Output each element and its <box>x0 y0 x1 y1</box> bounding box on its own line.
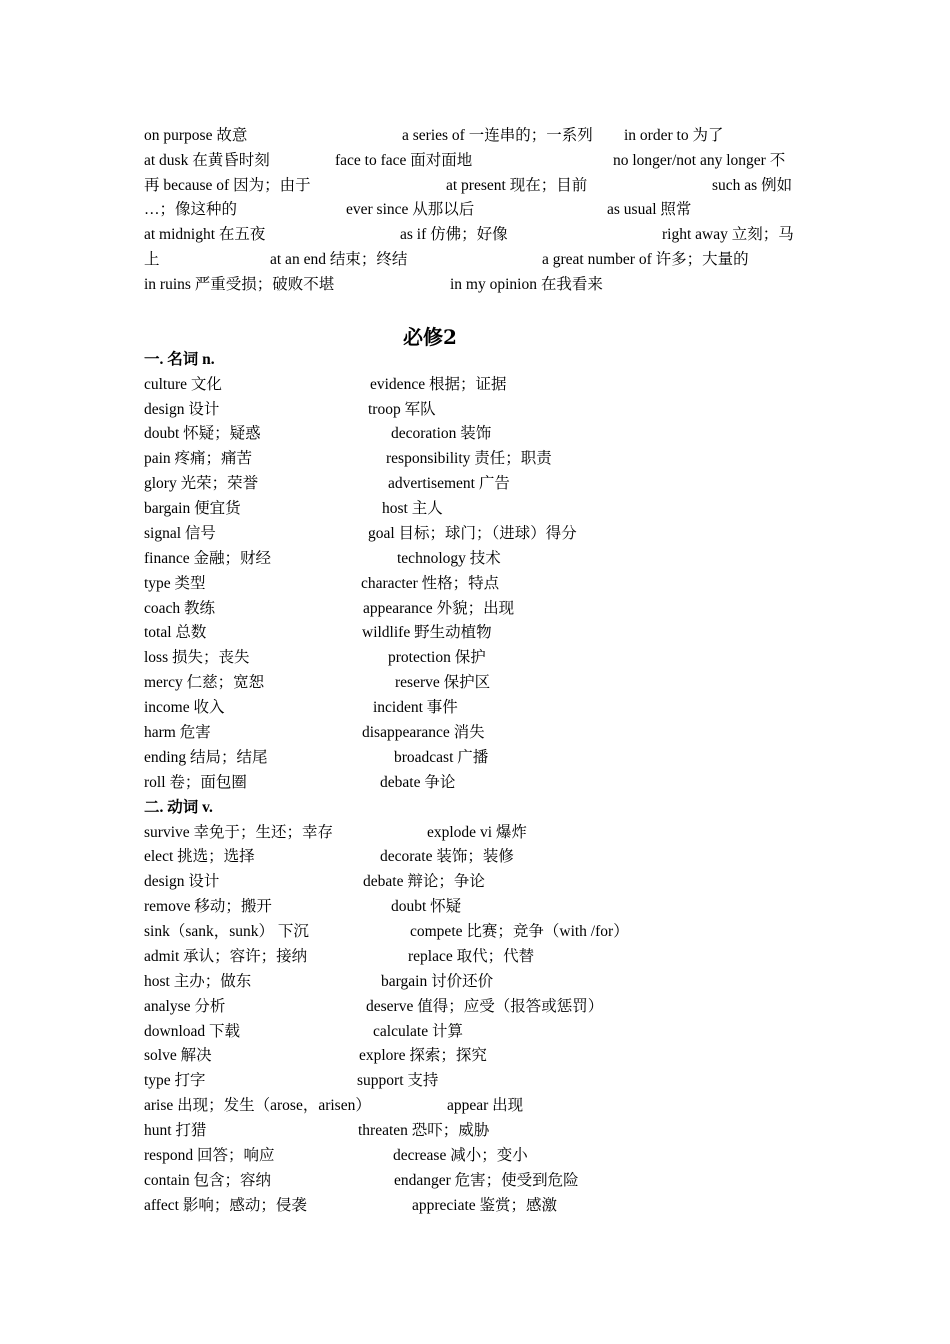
verb-entry: sink（sank，sunk） 下沉 <box>144 923 309 940</box>
phrase-entry: at dusk 在黄昏时刻 <box>144 152 270 169</box>
noun-entry: disappearance 消失 <box>362 724 485 741</box>
verb-entry: respond 回答；响应 <box>144 1147 275 1164</box>
verb-entry: compete 比赛；竞争（with /for） <box>410 923 629 940</box>
verb-entry: appear 出现 <box>447 1097 524 1114</box>
section-title: 必修2 <box>403 325 457 349</box>
verb-entry: host 主办；做东 <box>144 973 252 990</box>
verb-entry: decrease 减小；变小 <box>393 1147 528 1164</box>
verb-entry: decorate 装饰；装修 <box>380 848 514 865</box>
phrase-entry: at an end 结束；终结 <box>270 251 408 268</box>
noun-entry: technology 技术 <box>397 550 501 567</box>
noun-entry: appearance 外貌；出现 <box>363 600 515 617</box>
verb-entry: type 打字 <box>144 1072 206 1089</box>
noun-entry: broadcast 广播 <box>394 749 489 766</box>
verb-entry: explore 探索；探究 <box>359 1047 487 1064</box>
verb-entry: threaten 恐吓；威胁 <box>358 1122 490 1139</box>
phrase-entry: on purpose 故意 <box>144 127 248 144</box>
verb-entry: download 下载 <box>144 1023 241 1040</box>
noun-entry: pain 疼痛；痛苦 <box>144 450 253 467</box>
noun-entry: troop 军队 <box>368 401 436 418</box>
noun-entry: doubt 怀疑；疑惑 <box>144 425 261 442</box>
noun-entry: evidence 根据；证据 <box>370 376 507 393</box>
verb-entry: elect 挑选；选择 <box>144 848 255 865</box>
verb-entry: doubt 怀疑 <box>391 898 462 915</box>
noun-entry: goal 目标；球门；（进球）得分 <box>368 525 577 542</box>
noun-entry: reserve 保护区 <box>395 674 491 691</box>
verb-entry: bargain 讨价还价 <box>381 973 494 990</box>
verb-entry: admit 承认；容许；接纳 <box>144 948 308 965</box>
verb-entry: design 设计 <box>144 873 220 890</box>
phrase-entry: in my opinion 在我看来 <box>450 276 603 293</box>
noun-entry: decoration 装饰 <box>391 425 492 442</box>
noun-entry: bargain 便宜货 <box>144 500 241 517</box>
noun-entry: ending 结局；结尾 <box>144 749 268 766</box>
verb-entry: arise 出现；发生（arose，arisen） <box>144 1097 371 1114</box>
phrase-entry: face to face 面对面地 <box>335 152 473 169</box>
phrase-entry: 再 because of 因为；由于 <box>144 177 311 194</box>
noun-entry: total 总数 <box>144 624 207 641</box>
phrase-entry: a series of 一连串的；一系列 <box>402 127 593 144</box>
noun-entry: signal 信号 <box>144 525 216 542</box>
verb-entry: endanger 危害；使受到危险 <box>394 1172 579 1189</box>
noun-entry: harm 危害 <box>144 724 211 741</box>
verb-entry: contain 包含；容纳 <box>144 1172 271 1189</box>
phrase-entry: in order to 为了 <box>624 127 724 144</box>
verb-entry: analyse 分析 <box>144 998 226 1015</box>
noun-entry: responsibility 责任；职责 <box>386 450 552 467</box>
noun-entry: incident 事件 <box>373 699 458 716</box>
noun-entry: type 类型 <box>144 575 206 592</box>
verb-entry: affect 影响；感动；侵袭 <box>144 1197 307 1214</box>
noun-entry: design 设计 <box>144 401 220 418</box>
verb-entry: solve 解决 <box>144 1047 212 1064</box>
phrase-entry: in ruins 严重受损；破败不堪 <box>144 276 335 293</box>
verb-entry: explode vi 爆炸 <box>427 824 527 841</box>
noun-entry: protection 保护 <box>388 649 486 666</box>
verb-entry: calculate 计算 <box>373 1023 463 1040</box>
noun-entry: wildlife 野生动植物 <box>362 624 492 641</box>
phrase-entry: as if 仿佛；好像 <box>400 226 508 243</box>
phrase-entry: ever since 从那以后 <box>346 201 475 218</box>
noun-entry: finance 金融；财经 <box>144 550 271 567</box>
noun-entry: advertisement 广告 <box>388 475 510 492</box>
noun-entry: glory 光荣；荣誉 <box>144 475 259 492</box>
verbs-heading-text: 二. 动词 v. <box>144 799 213 816</box>
verb-entry: remove 移动；搬开 <box>144 898 272 915</box>
phrase-entry: …；像这种的 <box>144 201 238 218</box>
verb-entry: replace 取代；代替 <box>408 948 535 965</box>
verb-entry: support 支持 <box>357 1072 439 1089</box>
phrase-entry: 上 <box>144 251 160 268</box>
noun-entry: culture 文化 <box>144 376 222 393</box>
noun-entry: debate 争论 <box>380 774 456 791</box>
verb-entry: deserve 值得；应受（报答或惩罚） <box>366 998 604 1015</box>
phrase-entry: no longer/not any longer 不 <box>613 152 786 169</box>
noun-entry: mercy 仁慈；宽恕 <box>144 674 265 691</box>
verb-entry: survive 幸免于；生还；幸存 <box>144 824 334 841</box>
phrase-entry: at midnight 在五夜 <box>144 226 266 243</box>
noun-entry: income 收入 <box>144 699 225 716</box>
verb-entry: debate 辩论；争论 <box>363 873 485 890</box>
verb-entry: appreciate 鉴赏；感激 <box>412 1197 558 1214</box>
noun-entry: host 主人 <box>382 500 443 517</box>
phrase-entry: at present 现在；目前 <box>446 177 588 194</box>
phrase-entry: a great number of 许多；大量的 <box>542 251 749 268</box>
noun-entry: loss 损失；丧失 <box>144 649 250 666</box>
phrase-entry: such as 例如 <box>712 177 793 194</box>
noun-entry: coach 教练 <box>144 600 216 617</box>
nouns-heading-text: 一. 名词 n. <box>144 351 215 368</box>
noun-entry: roll 卷；面包圈 <box>144 774 247 791</box>
phrase-entry: right away 立刻；马 <box>662 226 794 243</box>
phrase-entry: as usual 照常 <box>607 201 692 218</box>
noun-entry: character 性格；特点 <box>361 575 500 592</box>
verb-entry: hunt 打猎 <box>144 1122 207 1139</box>
